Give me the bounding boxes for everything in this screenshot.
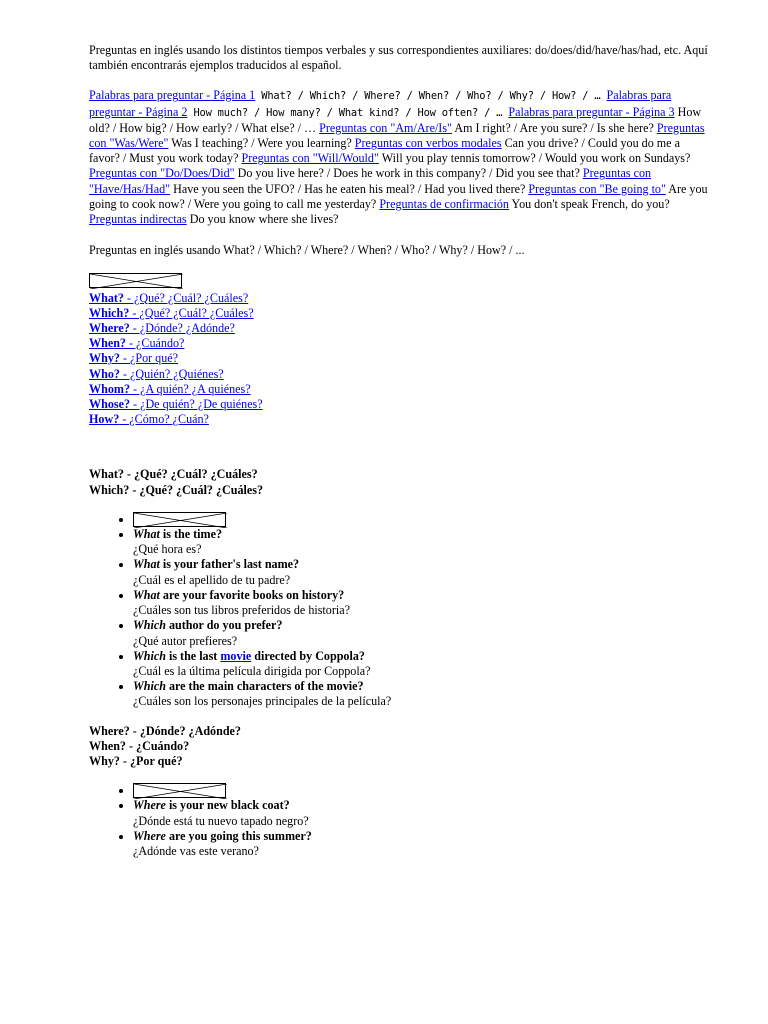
toc-spanish: - ¿Cómo? ¿Cuán? bbox=[119, 412, 209, 427]
example-list bbox=[89, 512, 709, 710]
toc-item bbox=[89, 336, 709, 351]
index-link[interactable]: Preguntas con "Do/Does/Did" bbox=[89, 166, 235, 181]
toc-item bbox=[89, 382, 709, 397]
section-heading: When? - ¿Cuándo? bbox=[89, 738, 190, 753]
toc-spanish: - ¿Cuándo? bbox=[125, 336, 185, 351]
index-link[interactable]: Preguntas con "Be going to" bbox=[528, 181, 666, 196]
index-link[interactable]: Preguntas con "Will/Would" bbox=[241, 151, 379, 166]
document-page bbox=[89, 43, 709, 873]
intro-paragraph: Preguntas en inglés usando los distintos tiempos verbales y sus correspondientes auxiliares: do/does/did/have/has/had, etc. Aquí también encontrarás ejemplos traducidos al español. bbox=[89, 43, 708, 73]
toc-link[interactable] bbox=[89, 291, 248, 305]
toc-spanish: - ¿Quién? ¿Quiénes? bbox=[119, 366, 224, 381]
english-question bbox=[133, 829, 312, 843]
example-list-item bbox=[133, 527, 709, 557]
index-text: Do you live here? / Does he work in this company? / Did you see that? bbox=[234, 166, 583, 181]
example-list-item bbox=[133, 512, 709, 527]
toc-item bbox=[89, 351, 709, 366]
toc-english: Why? bbox=[89, 351, 120, 366]
index-text: Can you drive? / Could you do me a favor? / Must you work today? bbox=[89, 136, 680, 166]
index-text: Have you seen the UFO? / Has he eaten his meal? / Had you lived there? bbox=[170, 181, 529, 196]
index-text: Will you play tennis tomorrow? / Would you work on Sundays? bbox=[378, 151, 691, 166]
toc-link[interactable] bbox=[89, 336, 184, 350]
toc-link[interactable] bbox=[89, 397, 263, 411]
english-question bbox=[133, 649, 365, 663]
english-question bbox=[133, 618, 282, 632]
index-link[interactable]: Preguntas indirectas bbox=[89, 212, 187, 227]
toc-english: Who? bbox=[89, 366, 120, 381]
english-question bbox=[133, 527, 222, 541]
question-word: What bbox=[133, 557, 160, 572]
question-text: is your new black coat? bbox=[165, 798, 290, 813]
question-words-toc bbox=[89, 291, 709, 428]
question-text: author do you prefer? bbox=[165, 618, 283, 633]
spanish-translation: ¿Cuáles son tus libros preferidos de historia? bbox=[133, 603, 350, 618]
toc-spanish: - ¿Qué? ¿Cuál? ¿Cuáles? bbox=[123, 290, 249, 305]
broken-image-placeholder bbox=[133, 512, 226, 527]
index-link[interactable]: Preguntas con "Was/Were" bbox=[89, 120, 705, 151]
toc-english: Whom? bbox=[89, 381, 130, 396]
index-link[interactable]: Preguntas con "Am/Are/Is" bbox=[319, 120, 452, 135]
spanish-translation: ¿Cuál es la última película dirigida por Coppola? bbox=[133, 663, 371, 678]
example-list bbox=[89, 783, 709, 859]
question-word: Which bbox=[133, 679, 166, 694]
index-link[interactable]: Palabras para preguntar - Página 1 bbox=[89, 88, 256, 103]
toc-spanish: - ¿Qué? ¿Cuál? ¿Cuáles? bbox=[129, 305, 254, 320]
index-link[interactable]: Palabras para preguntar - Página 3 bbox=[508, 104, 675, 119]
spanish-translation: ¿Qué autor prefieres? bbox=[133, 633, 238, 648]
english-question bbox=[133, 798, 290, 812]
toc-item bbox=[89, 367, 709, 382]
question-words-heading: Preguntas en inglés usando What? / Which? / Where? / When? / Who? / Why? / How? / ... bbox=[89, 243, 525, 258]
toc-link[interactable] bbox=[89, 351, 178, 365]
section-heading: What? - ¿Qué? ¿Cuál? ¿Cuáles? bbox=[89, 467, 258, 482]
toc-english: Where? bbox=[89, 321, 130, 336]
example-list-item bbox=[133, 618, 709, 648]
index-text: Do you know where she lives? bbox=[186, 212, 339, 227]
question-text: are your favorite books on history? bbox=[159, 587, 345, 602]
index-link[interactable]: Preguntas de confirmación bbox=[379, 196, 509, 211]
question-word: What bbox=[133, 527, 160, 542]
index-paragraph bbox=[89, 88, 709, 227]
english-question bbox=[133, 588, 344, 602]
question-text: are the main characters of the movie? bbox=[165, 679, 364, 694]
index-text: You don't speak French, do you? bbox=[508, 196, 670, 211]
toc-link[interactable] bbox=[89, 382, 251, 396]
toc-english: When? bbox=[89, 336, 126, 351]
index-link[interactable]: Preguntas con verbos modales bbox=[354, 136, 502, 151]
example-list-item bbox=[133, 588, 709, 618]
toc-spanish: - ¿Dónde? ¿Adónde? bbox=[129, 321, 235, 336]
question-text: is the time? bbox=[159, 527, 223, 542]
question-word: Which bbox=[133, 648, 166, 663]
question-text: directed by Coppola? bbox=[251, 648, 365, 663]
toc-item bbox=[89, 321, 709, 336]
question-text: is the last bbox=[165, 648, 221, 663]
toc-link[interactable] bbox=[89, 306, 254, 320]
english-question bbox=[133, 557, 299, 571]
example-list-item bbox=[133, 649, 709, 679]
toc-link[interactable] bbox=[89, 321, 235, 335]
toc-english: Which? bbox=[89, 305, 130, 320]
broken-image-placeholder bbox=[89, 273, 182, 288]
toc-item bbox=[89, 291, 709, 306]
toc-item bbox=[89, 412, 709, 427]
example-list-item bbox=[133, 829, 709, 859]
toc-item bbox=[89, 397, 709, 412]
toc-english: How? bbox=[89, 412, 120, 427]
toc-link[interactable] bbox=[89, 412, 209, 426]
toc-spanish: - ¿Por qué? bbox=[119, 351, 179, 366]
toc-spanish: - ¿A quién? ¿A quiénes? bbox=[130, 381, 251, 396]
index-link[interactable]: Preguntas con "Have/Has/Had" bbox=[89, 166, 652, 196]
example-list-item bbox=[133, 679, 709, 709]
question-word: Which bbox=[133, 618, 166, 633]
spanish-translation: ¿Adónde vas este verano? bbox=[133, 843, 259, 858]
question-word: Where bbox=[133, 798, 166, 813]
index-text: Was I teaching? / Were you learning? bbox=[168, 136, 355, 151]
spanish-translation: ¿Cuáles son los personajes principales de la película? bbox=[133, 694, 392, 709]
broken-image-placeholder bbox=[133, 783, 226, 798]
spanish-translation: ¿Dónde está tu nuevo tapado negro? bbox=[133, 813, 309, 828]
index-text: What? / Which? / Where? / When? / Who? / Why? / How? / … bbox=[255, 90, 607, 103]
index-text: How old? / How big? / How early? / What else? / … bbox=[89, 104, 702, 135]
example-list-item bbox=[133, 557, 709, 587]
question-text: are you going this summer? bbox=[165, 828, 312, 843]
example-list-item bbox=[133, 783, 709, 798]
index-text: Are you going to cook now? / Were you going to call me yesterday? bbox=[89, 181, 708, 211]
inline-link[interactable]: movie bbox=[220, 648, 252, 663]
toc-link[interactable] bbox=[89, 367, 224, 381]
spanish-translation: ¿Cuál es el apellido de tu padre? bbox=[133, 572, 291, 587]
toc-english: Whose? bbox=[89, 397, 130, 412]
example-list-item bbox=[133, 798, 709, 828]
toc-spanish: - ¿De quién? ¿De quiénes? bbox=[130, 397, 263, 412]
question-word: What bbox=[133, 587, 160, 602]
index-text: How much? / How many? / What kind? / How often? / … bbox=[187, 106, 509, 119]
index-text: Am I right? / Are you sure? / Is she here? bbox=[451, 120, 657, 135]
section-heading: Why? - ¿Por qué? bbox=[89, 753, 183, 768]
section-heading: Where? - ¿Dónde? ¿Adónde? bbox=[89, 723, 241, 738]
index-link[interactable]: Palabras para preguntar - Página 2 bbox=[89, 88, 672, 119]
section-heading: Which? - ¿Qué? ¿Cuál? ¿Cuáles? bbox=[89, 482, 264, 497]
english-question bbox=[133, 679, 364, 693]
spanish-translation: ¿Qué hora es? bbox=[133, 542, 202, 557]
question-text: is your father's last name? bbox=[159, 557, 300, 572]
question-word: Where bbox=[133, 828, 166, 843]
toc-english: What? bbox=[89, 290, 124, 305]
toc-item bbox=[89, 306, 709, 321]
